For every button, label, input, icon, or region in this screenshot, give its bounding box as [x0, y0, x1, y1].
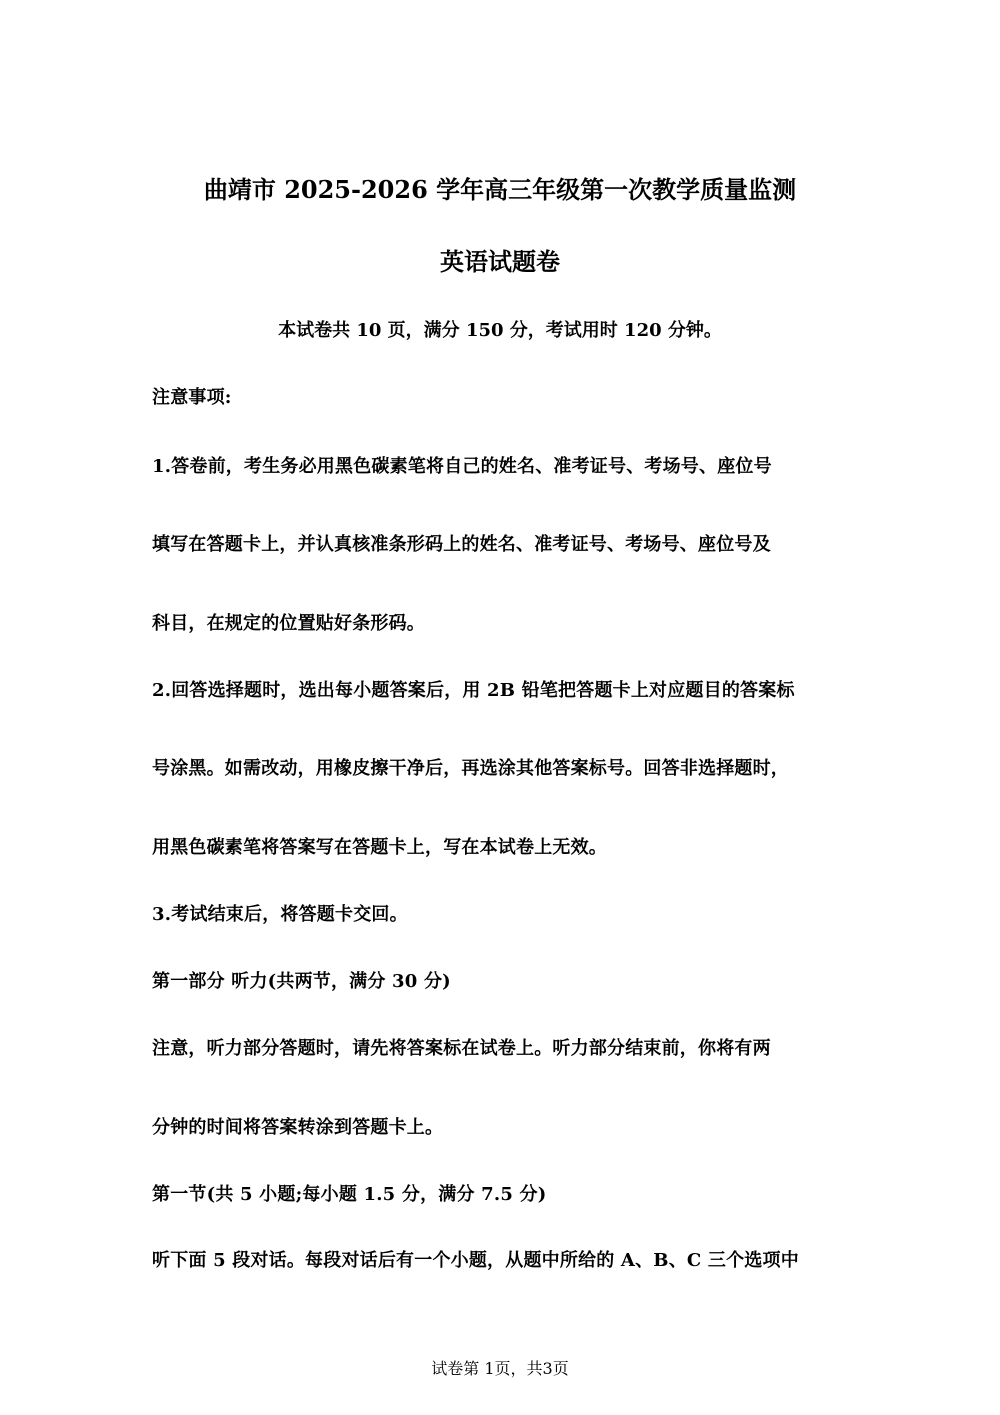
- exam-subtitle: 英语试题卷: [440, 247, 560, 276]
- notice-1-line-2: 填写在答题卡上，并认真核准条形码上的姓名、准考证号、考场号、座位号及: [152, 534, 771, 555]
- notice-2-line-1: 2.回答选择题时，选出每小题答案后，用 2B 铅笔把答题卡上对应题目的答案标: [152, 680, 795, 701]
- part1-heading: 第一部分 听力(共两节，满分 30 分): [152, 971, 451, 992]
- notice-1-line-1: 1.答卷前，考生务必用黑色碳素笔将自己的姓名、准考证号、考场号、座位号: [152, 456, 772, 477]
- notice-1-line-3: 科目，在规定的位置贴好条形码。: [152, 613, 425, 634]
- notice-2-line-2: 号涂黑。如需改动，用橡皮擦干净后，再选涂其他答案标号。回答非选择题时，: [152, 758, 789, 779]
- part1-note-line-2: 分钟的时间将答案转涂到答题卡上。: [152, 1117, 444, 1138]
- exam-title: 曲靖市 2025-2026 学年高三年级第一次教学质量监测: [203, 175, 797, 204]
- notice-2-line-3: 用黑色碳素笔将答案写在答题卡上，写在本试卷上无效。: [152, 837, 607, 858]
- page-footer: 试卷第 1页，共3页: [431, 1359, 569, 1378]
- part1-note-line-1: 注意，听力部分答题时，请先将答案标在试卷上。听力部分结束前，你将有两: [152, 1038, 771, 1059]
- section1-instruction: 听下面 5 段对话。每段对话后有一个小题，从题中所给的 A、B、C 三个选项中: [152, 1250, 799, 1271]
- notice-heading: 注意事项:: [152, 387, 232, 408]
- section1-heading: 第一节(共 5 小题;每小题 1.5 分，满分 7.5 分): [152, 1184, 547, 1205]
- notice-3: 3.考试结束后，将答题卡交回。: [152, 904, 408, 925]
- exam-info: 本试卷共 10 页，满分 150 分，考试用时 120 分钟。: [278, 320, 722, 341]
